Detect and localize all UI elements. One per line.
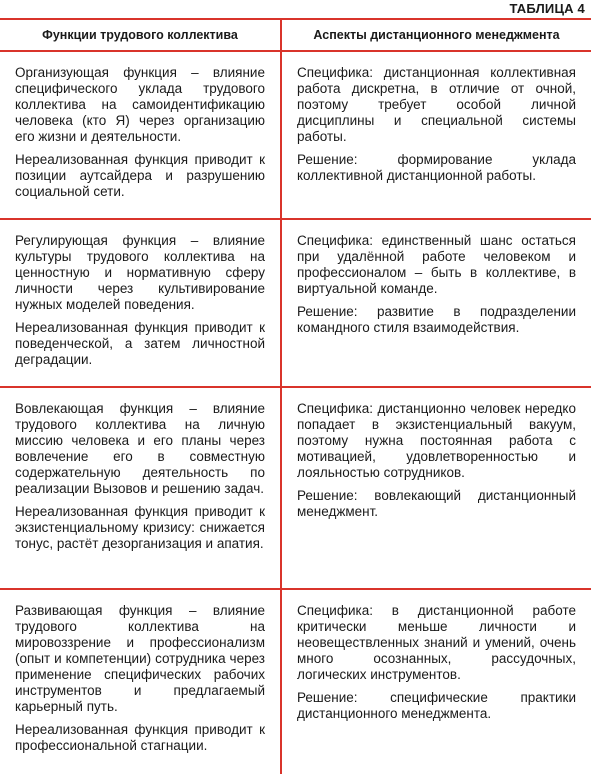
function-cell xyxy=(0,51,281,219)
aspect-solution: Решение: формирование уклада коллективной дистанционной работы. xyxy=(297,152,576,183)
aspect-cell xyxy=(281,219,591,387)
function-description: Регулирующая функция – влияние культуры трудового коллектива на ценностную и нормативную сферу личности через культивирование нужных моделей поведения. xyxy=(15,233,265,312)
table-caption: ТАБЛИЦА 4 xyxy=(509,1,585,16)
aspect-cell xyxy=(281,589,591,774)
function-cell xyxy=(0,387,281,589)
aspect-solution: Решение: вовлекающий дистанционный менеджмент. xyxy=(297,488,576,519)
function-cell xyxy=(0,219,281,387)
aspect-cell xyxy=(281,51,591,219)
function-cell xyxy=(0,589,281,774)
aspect-specifics: Специфика: единственный шанс остаться при удалённой работе человеком и профессионалом – быть в коллективе, в виртуальной команде. xyxy=(297,233,576,296)
table-row xyxy=(0,219,591,387)
aspect-solution: Решение: специфические практики дистанционного менеджмента. xyxy=(297,690,576,721)
aspect-specifics: Специфика: дистанционно человек нередко попадает в экзистенциальный вакуум, поэтому нужна постоянная работа с мотивацией, удовлетворенностью и лояльностью сотрудников. xyxy=(297,401,576,480)
table-row xyxy=(0,51,591,219)
function-consequence: Нереализованная функция приводит к поведенческой, а затем личностной деградации. xyxy=(15,320,265,367)
aspect-specifics: Специфика: дистанционная коллективная работа дискретна, в отличие от очной, поэтому требует особой личной дисциплины и специальной системы работы. xyxy=(297,65,576,144)
table-row xyxy=(0,387,591,589)
comparison-table xyxy=(0,18,591,774)
table-header-row xyxy=(0,19,591,51)
function-consequence: Нереализованная функция приводит к профессиональной стагнации. xyxy=(15,722,265,753)
function-consequence: Нереализованная функция приводит к позиции аутсайдера и разрушению социальной сети. xyxy=(15,152,265,199)
function-description: Организующая функция – влияние специфического уклада трудового коллектива на самоидентификацию человека (кто Я) через организацию его жизни и деятельности. xyxy=(15,65,265,144)
function-consequence: Нереализованная функция приводит к экзистенциальному кризису: снижается тонус, растёт дезорганизация и апатия. xyxy=(15,504,265,551)
function-description: Вовлекающая функция – влияние трудового коллектива на личную миссию человека и его планы через вовлечение его в совместную содержательную деятельность по реализации Вызовов и решению задач. xyxy=(15,401,265,496)
header-aspects: Аспекты дистанционного менеджмента xyxy=(281,19,591,51)
aspect-solution: Решение: развитие в подразделении командного стиля взаимодействия. xyxy=(297,304,576,335)
table-row xyxy=(0,589,591,774)
function-description: Развивающая функция – влияние трудового коллектива на мировоззрение и профессионализм (опыт и компетенции) сотрудника через применение специфических рабочих инструментов и предлагаемый карьерный путь. xyxy=(15,603,265,714)
aspect-cell xyxy=(281,387,591,589)
aspect-specifics: Специфика: в дистанционной работе критически меньше личности и неовеществленных знаний и умений, очень много осознанных, рассудочных, логических инструментов. xyxy=(297,603,576,682)
header-functions: Функции трудового коллектива xyxy=(0,19,281,51)
